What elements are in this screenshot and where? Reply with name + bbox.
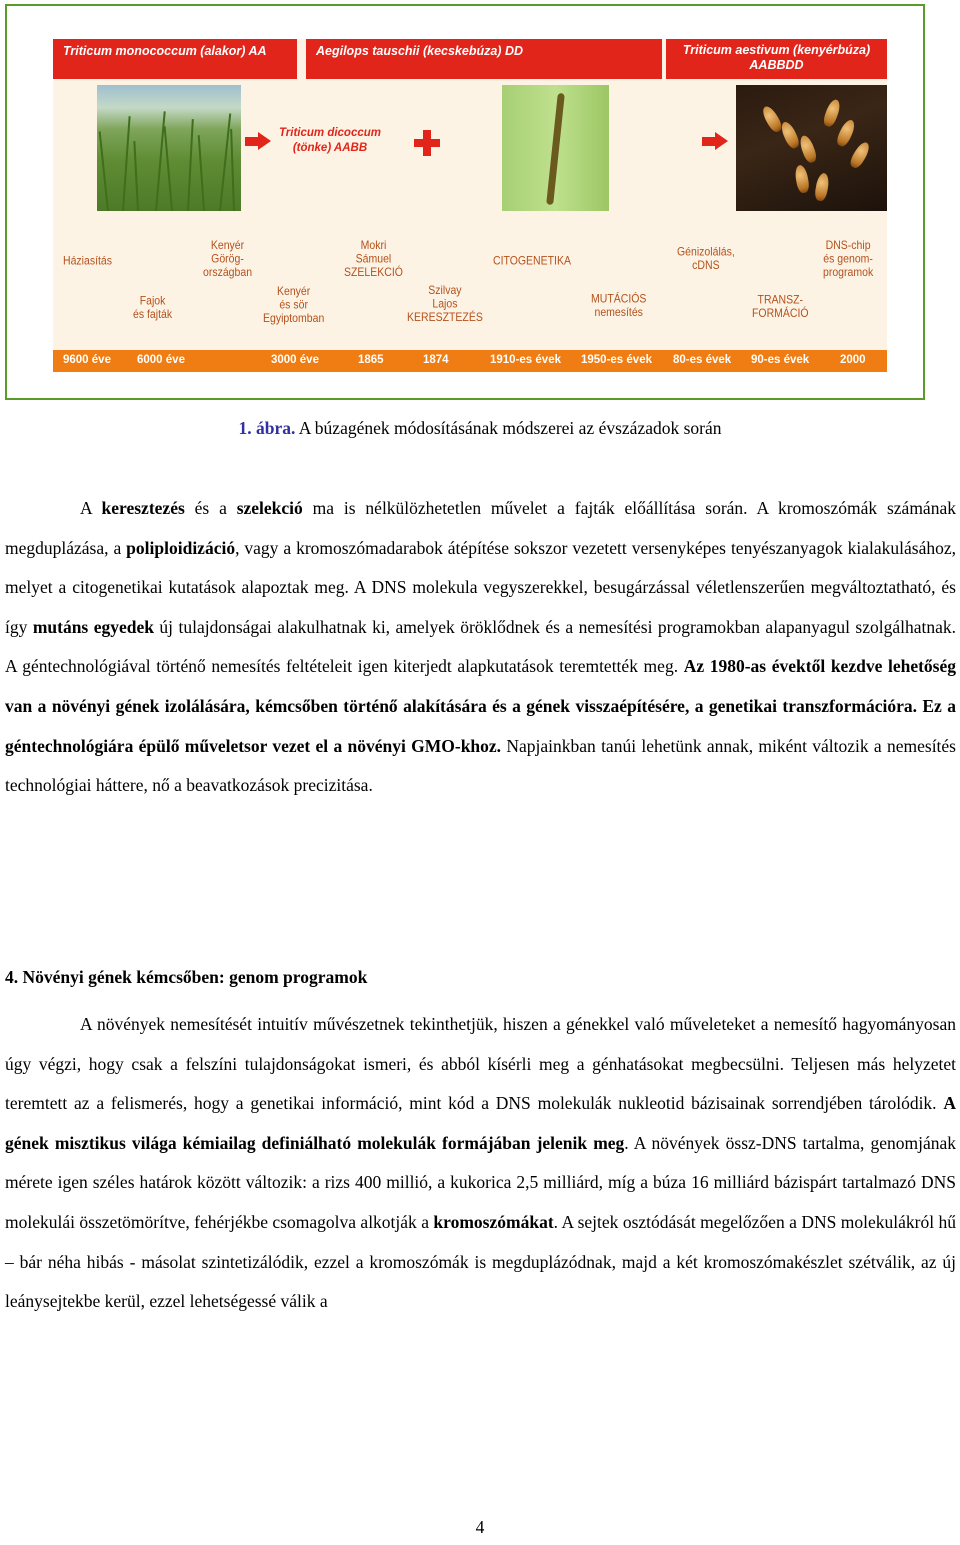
event-szilvay-line3: KERESZTEZÉS <box>407 310 483 325</box>
event-mokri-line1: Mokri <box>360 238 387 253</box>
arrow-icon <box>245 132 271 150</box>
timeline-label: 9600 éve <box>63 354 111 366</box>
header-tauschii: Aegilops tauschii (kecskebúza) DD <box>306 39 662 79</box>
event-mokri-line2: Sámuel <box>355 252 392 266</box>
event-mokri <box>344 239 403 279</box>
header-monococcum: Triticum monococcum (alakor) AA <box>53 39 297 79</box>
event-mutaciok <box>591 293 646 320</box>
text-run: Napjainkban tanúi lehetünk annak, miként változik a nemesítés technológiai háttere, nő a beavatkozások precizitása. <box>5 735 956 796</box>
text-run: , vagy a kromoszómadarabok átépítése sokszor vezetett versenyképes tenyészanyagok kialakulásához, melyet a citogenetikai kutatások alapoztak meg. A DNS molekula vegyszerekkel, besugárzással véletlenszerűen megváltoztatható, és így <box>5 537 957 637</box>
timeline-label: 1865 <box>358 354 384 366</box>
page-number: 4 <box>475 1517 485 1537</box>
timeline-label: 2000 <box>840 354 866 366</box>
event-kenyer-gorog-line1: Kenyér <box>210 238 245 253</box>
text-run: új tulajdonságai alakulhatnak ki, amelyek öröklődnek és a nemesítési programokban alapanyagul szolgálhatnak. A géntechnológiával történő nemesítés feltételeit igen kiterjedt alapkutatások teremtették meg. <box>5 616 956 677</box>
grass-field-photo <box>97 85 241 211</box>
event-transz-line2: FORMÁCIÓ <box>752 307 809 321</box>
wheat-history-figure <box>53 39 887 372</box>
event-kenyer-sor-line3: Egyiptomban <box>263 311 325 326</box>
event-dns-chip-line3: programok <box>823 265 874 280</box>
text-run: . A sejtek osztódását megelőzően a DNS molekulákról hű – bár néha hibás - másolat szintetizálódik, ezzel a kromoszómák is megduplázódnak, majd a két kromoszómakészlet szétválik, az új leánysejtekbe kerül, ezzel lehetségessé válik a <box>5 1211 956 1312</box>
dicoccum-label <box>275 126 385 156</box>
header-aestivum-line1: Triticum aestivum (kenyérbúza) <box>682 43 871 57</box>
event-dns-chip <box>823 239 873 279</box>
event-kenyer-gorog-line2: Görög- <box>211 252 244 266</box>
timeline-label: 80-es évek <box>673 354 732 366</box>
event-mutaciok-line1: MUTÁCIÓS <box>591 292 647 306</box>
header-aestivum-line2: AABBDD <box>749 58 804 72</box>
figure-header <box>53 39 887 79</box>
event-fajok-line2: és fajták <box>133 308 173 322</box>
bold-term: poliploidizáció <box>126 537 236 558</box>
arrow-icon <box>702 132 728 150</box>
text-run: . A növények össz-DNS tartalma, genomjának mérete igen széles határok között változik: a rizs 400 millió, a kukorica 2,5 milliárd, míg a búza 16 milliárd bázispárt tartalmazó DNS molekulái összetömörítve, fehérjékbe csomagolva alkotják a <box>5 1132 956 1232</box>
paragraph-breeding-methods <box>5 489 956 806</box>
event-kenyer-gorog-line3: országban <box>203 265 253 280</box>
event-mokri-line3: SZELEKCIÓ <box>344 265 403 280</box>
text-run: A növények nemesítését intuitív művészetnek tekinthetjük, hiszen a génekkel való műveleteket a nemesítő hagyományosan úgy végzi, hogy csak a felszíni tulajdonságokat ismeri, és abból kísérli meg a génhatásokat megbecsülni. Teljesen más helyzetet teremtett az a felismerés, hogy a genetikai információ, mint kód a DNS molekulák nukleotid bázisainak sorrendjében tárolódik. <box>5 1014 956 1114</box>
timeline-label: 1874 <box>423 354 449 366</box>
wheat-ears-photo <box>736 85 887 211</box>
event-kenyer-sor-line1: Kenyér <box>277 284 311 299</box>
event-genizolalas <box>677 246 735 273</box>
event-genizolalas-line1: Génizolálás, <box>677 245 735 259</box>
event-fajok-line1: Fajok <box>139 294 166 308</box>
event-transzformacio <box>752 294 809 321</box>
event-kenyer-gorog <box>203 239 252 279</box>
event-kenyer-sor-line2: és sör <box>279 298 308 312</box>
header-aestivum <box>666 39 887 79</box>
event-szilvay-line2: Lajos <box>432 297 458 311</box>
timeline-label: 1950-es évek <box>581 354 652 366</box>
timeline-label: 90-es évek <box>751 354 810 366</box>
event-mutaciok-line2: nemesítés <box>594 306 643 320</box>
bold-term: mutáns egyedek <box>32 616 154 637</box>
event-transz-line1: TRANSZ- <box>757 293 804 307</box>
caption-label: 1. ábra. <box>238 418 296 438</box>
bold-term: szelekció <box>236 498 303 518</box>
timeline-label: 6000 éve <box>137 354 185 366</box>
event-szilvay-line1: Szilvay <box>428 283 462 298</box>
event-dns-chip-line2: és genom- <box>823 252 873 266</box>
event-kenyer-sor <box>263 285 324 325</box>
timeline-label: 3000 éve <box>271 354 319 366</box>
text-run: A <box>80 498 102 518</box>
bold-term: kromoszómákat <box>433 1211 554 1232</box>
plus-icon-bar <box>414 139 440 147</box>
event-haziasitas: Háziasítás <box>63 254 113 268</box>
bold-term: keresztezés <box>101 498 185 518</box>
figure-caption <box>0 418 960 439</box>
dicoccum-line2: (tönke) AABB <box>292 142 368 154</box>
event-citogenetika: CITOGENETIKA <box>493 254 571 268</box>
paragraph-genome-programs <box>5 1005 956 1322</box>
timeline-bar <box>53 350 887 372</box>
figure-frame <box>5 4 925 400</box>
event-szilvay <box>407 284 483 324</box>
bold-passage: A gének misztikus világa kémiailag definiálható molekulák formájában jelenik meg <box>5 1093 956 1153</box>
caption-text: A búzagének módosításának módszerei az évszázadok során <box>295 418 722 438</box>
event-dns-chip-line1: DNS-chip <box>825 238 871 253</box>
timeline-label: 1910-es évek <box>490 354 561 366</box>
dicoccum-line1: Triticum dicoccum <box>278 127 382 139</box>
section-title: 4. Növényi gének kémcsőben: genom programok <box>5 967 368 987</box>
event-genizolalas-line2: cDNS <box>692 259 720 273</box>
text-run: ma is nélkülözhetetlen művelet a fajták előállítása során. A kromoszómák számának megduplázása, a <box>5 498 956 558</box>
event-fajok <box>133 295 172 322</box>
bold-passage: Az 1980-as évektől kezdve lehetőség van a növényi gének izolálására, kémcsőben történő alakítására és a gének visszaépítésére, a genetikai transzformációra. Ez a géntechnológiára épülő műveletsor vezet el a növényi GMO-khoz. <box>5 656 956 756</box>
text-run: és a <box>184 498 237 518</box>
wheat-spike-photo <box>502 85 609 211</box>
